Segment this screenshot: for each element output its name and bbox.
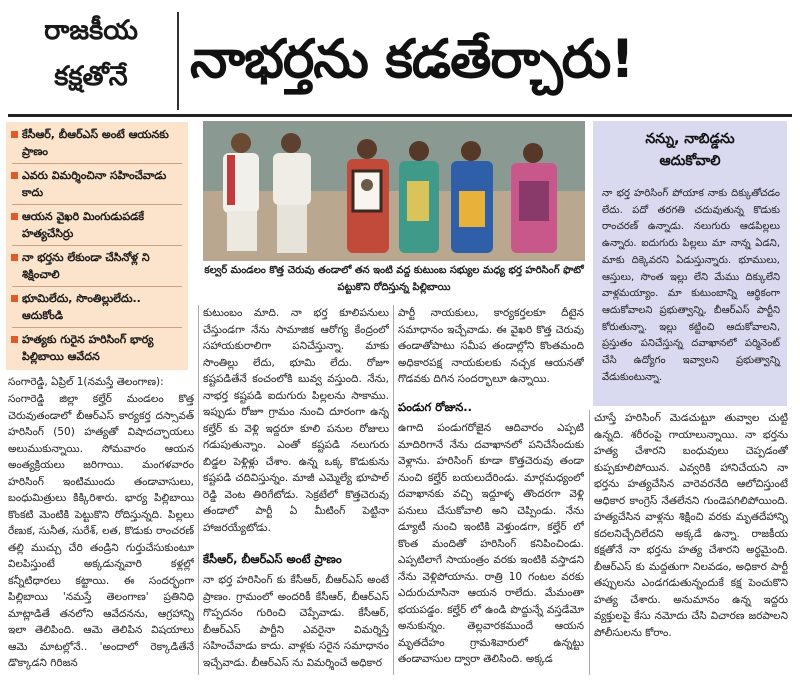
article-column-2a: కుటుంబం మాది. నా భర్త కూలిపనులు చేస్తుండగా నేను సామాజిక ఆరోగ్య కేంద్రంలో సహాయకురాలిగా పనిచేస్తున్నా. మాకు సొంతిల్లు లేదు, భూమి లేదు. రోజూ కష్టపడితేనే కంచంలోకి బువ్వ వస్తుంది. నేను, నాభర్త కష్టపడి ఐదుగురు పిల్లలను సాకాము. ఇప్పుడు రోజూ గ్రామం నుంచి దూరంగా ఉన్న కల్హేర్ కు వెళ్లి ఇద్దరూ కూలి పనుల రోజులు గడుపుతున్నాం. ఎంతో కష్టపడి నలుగురు బిడ్డల పెళ్లిళ్లు చేశాం. ఉన్న ఒక్క కొడుకును కష్టపడి చదివిస్తున్నం. మాజీ ఎమ్మెల్యే భూపాల్ రెడ్డి వెంట తిరిగేటోడు. సెక్రటేలో కొత్తచెరువు తండాలో పార్టీ ఏ మీటింగ్ పెట్టినా హాజరయ్యేటోడు. [203,307,389,534]
highlight-item: భూమిలేదు, సొంతిల్లులేదు.. ఆదుకోండి [6,290,188,324]
article-column-4: చూస్తే హరిసింగ్ మెడచుట్టూ తువ్వాల చుట్టి ఉన్నది. శరీరంపై గాయాలున్నాయి. నా భర్తను హత్య చేశారని బంధువులు చెప్పడంతో కుప్పకూలిపోయిన. ఎవ్వరికి హానిచేయని నా భర్తను హత్యచేసిన వారెవరనేది ఆలోచిస్తుంటే ఆధికార కాంగ్రెస్ నేతలేనని గుండెపగిలిపోయింది. హత్యచేసిన వాళ్లను శిక్షించి వరకు మృతదేహాన్ని కదలనిచ్చేదిలేదని అక్కడే ఉన్నా. రాజకీయ కక్షతోనే నా భర్తను హత్య చేశారని అర్థమైంది. బీఆర్ఎస్ కు మద్దతుగా నిలవడం, అధికార పార్టీ తప్పులను ఎండగడుతున్నందుకే కక్ష పెంచుకొని హత్య చేశారు. అనుమానం ఉన్న ఇద్దరు వ్యక్తులపై కేసు నమోదు చేసి విచారణ జరపాలని పోలీసులను కోరాం. [594,412,788,639]
highlight-item: నా భర్తను లేకుండా చేసినోళ్ల ని శిక్షించాలి [6,249,188,283]
article-column-1: సంగారెడ్డి జిల్లా కల్హేర్ మండలం కొత్త చెరువుతండాలో బీఆర్ఎస్ కార్యకర్త దస్సావత్ హరిసింగ్ (50) హత్యతో విషాదచ్ఛాయలు అలుముకున్నాయి. సోమవారం ఆయన అంత్యక్రియలు జరిగాయి. మంగళవారం హరిసింగ్ ఇంటిముందు తండావాసులు, బంధుమిత్రులు కిక్కిరిశారు. భార్య పిల్లిబాయి కొంకటి మెంటికి పెట్టుకొని రోదిస్తున్నది. పిల్లలు రేణుక, సునీత, సురేశ్, లత, కొడుకు రాంచరణ్ తల్లి ముచ్చు చేరి తండ్రిని గుర్తుచేసుకుంటూ విలపిస్తుంటే అక్కడున్నవారి కళ్లల్లో కన్నీటిధారలు కట్టాయి. ఈ సందర్భంగా పిల్లిబాయి 'నమస్తే తెలంగాణ' ప్రతినిధి మాట్లాడితే తనలోని ఆవేదనను, ఆగ్రహాన్ని ఇలా తెలిపింది. ఆమె తెలిపిన విషయాలు ఆమె మాటల్లోనే.. 'అందాలో రెక్కాడితేనే డొక్కాడని గిరిజన [8,393,194,669]
bullet-square-icon [11,172,18,179]
highlights-box [6,122,188,370]
sidebar-title [593,128,787,172]
highlight-divider [12,163,182,164]
dateline: సంగారెడ్డి, ఏప్రిల్ 1(నమస్తే తెలంగాణ): [8,376,164,388]
highlight-item: హత్యకు గురైన హరిసింగ్ భార్య పిల్లిబాయి ఆవేదన [6,331,188,365]
highlight-divider [12,327,182,328]
sidebar-text: నా భర్త హరిసింగ్ పోయాక నాకు దిక్కుతోచడం లేదు. పదో తరగతి చదువుతున్న కొడుకు రాంచరణ్ ఉన్నాడు. నలుగురు ఆడపిల్లలు ఉన్నారు. ఐదుగురు పిల్లలు మా నాన్న ఏడని, మాకు దిక్కెవరని ఏడుస్తున్నారు. భూములు, ఆస్తులు, సొంత ఇల్లు లేని మేము దిక్కులేని వాళ్లమయ్యాం. మా కుటుంబాన్ని ఆర్థికంగా ఆదుకోవాలని ప్రభుత్వాన్ని, బీఆర్ఎస్ పార్టీని కోరుతున్నా. ఇల్లు కట్టించి ఆదుకోవాలని, ప్రస్తుతం పనిచేస్తున్న దవాఖానలో పర్మినెంట్ చేసి ఉద్యోగం ఇవ్వాలని ప్రభుత్వాన్ని వేడుకుంటున్నా. [602,188,780,383]
headline-rule [8,114,792,117]
bullet-square-icon [11,336,18,343]
kicker-line-2: కక్షతోనే [54,61,128,92]
family-photo-illustration [203,121,585,261]
bullet-square-icon [11,254,18,261]
highlight-divider [12,286,182,287]
bullet-square-icon [11,131,18,138]
highlight-item: కేసీఆర్, బీఆర్ఎస్ అంటే ఆయనకు ప్రాణం [6,126,188,160]
family-photo [203,121,585,261]
bullet-square-icon [11,213,18,220]
column-divider [393,305,394,675]
sidebar-title-line-2: ఆదుకోవాలి [659,153,721,169]
article-column-2b: నా భర్త హరిసింగ్ కు కేసీఆర్, బీఆర్ఎస్ అంటే ప్రాణం. గ్రామంలో అందరికీ కేసీఆర్, బీఆర్ఎస్ గొప్పదనం గురించి చెప్పేవాడు. కేసీఆర్, బీఆర్ఎస్ పార్టీని ఎవరైనా విమర్శిస్తే సహించేవాడు కాదు. వాళ్లకు సరైన సమాధానం ఇచ్చేవాడు. బీఆర్ఎస్ ను విమర్శించే అధికార [203,574,389,669]
kicker [12,8,170,112]
headline: నాభర్తను కడతేర్చారు! [190,29,634,90]
photo-caption: కల్వర్ మండలం కొత్త చెరువు తండాలో తన ఇంటి వద్ద కుటుంబ సభ్యుల మధ్య భర్త హరిసింగ్ ఫొటో పట్టుకొని రోదిస్తున్న పిల్లిబాయి [204,265,584,293]
column-divider [198,305,199,675]
highlight-item: ఎవరు విమర్శించినా సహించేవాడు కాదు [6,167,188,201]
article-column-3b: ఉగాది పండుగరోజైన ఆదివారం ఎప్పటి మాదిరిగానే నేను దవాఖానలో పనిచేసేందుకు వెళ్లాను. హరిసింగ్ కూడా కొత్తచెరువు తండా నుంచి కల్హేర్ బయలుదేరిండు. మార్గమధ్యంలో దవాఖానకు వచ్చి ఇద్దూళ్ళ తొందరగా వెళ్లి పనులు చేసుకోవాలి అని చెప్పిండు. నేను డ్యూటీ నుంచి ఇంటికి వెళ్తుండగా, కల్హేర్ లో కొంత మందితో హరిసింగ్ కనిపించిండు. ఎప్పటిలాగే సాయంత్రం వరకు ఇంటికి వస్తాడని నేను వెళ్లిపోయాను. రాత్రి 10 గంటల వరకు ఎదురుచూసినా ఆయన రాలేదు. మేమంతా భయపడ్డం. కల్హేర్ లో ఉండి పొద్దున్నే వస్తడేమో అనుకున్నం. తెల్లవారకముందే ఆయన మృతదేహం గ్రామశివారులో ఉన్నట్టు తండావాసుల ద్వారా తెలిసింది. అక్కడ [398,422,584,665]
highlight-divider [12,245,182,246]
highlight-item: ఆయన వైఖరి మింగుడుపడకే హత్యచేసిర్రు [6,208,188,242]
article-column-3a: పార్టీ నాయకులు, కార్యకర్తలకూ దీటైన సమాధానం ఇచ్చేవాడు. ఈ వైఖరి కొత్త చెరువు తండాతోపాటు సమీప తండాల్లోని కొంతమంది అధికారపక్ష నాయకులకు నచ్చక ఆయనతో గొడవకు దిగిన సందర్భాలూ ఉన్నాయి. [398,307,584,385]
bullet-square-icon [11,295,18,302]
kicker-line-1: రాజకీయ [44,15,138,46]
column-divider [589,410,590,675]
column-2-subhead: కేసీఆర్, బీఆర్ఎస్ అంటే ప్రాణం [203,552,342,566]
column-3-subhead: పండుగ రోజున.. [398,400,473,414]
highlight-divider [12,204,182,205]
kicker-divider [177,12,179,110]
sidebar-title-line-1: నన్ను, నాబిడ్డను [645,131,735,147]
